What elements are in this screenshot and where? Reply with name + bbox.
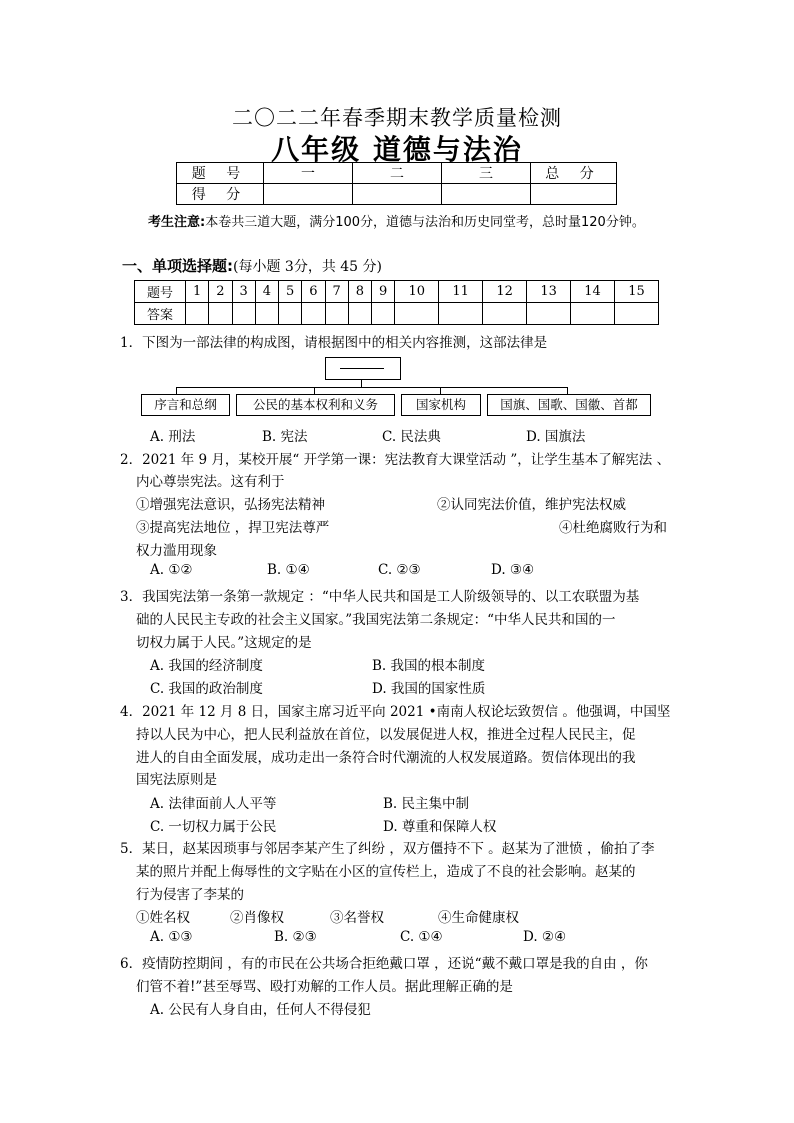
- answer-table: [134, 280, 659, 325]
- answer-number-1: 1: [186, 281, 209, 303]
- answer-number-13: 13: [527, 281, 571, 303]
- score-table-score-row: [177, 184, 617, 205]
- answer-cell-13[interactable]: [527, 303, 571, 325]
- q3-option-c[interactable]: C. 我国的政治制度: [150, 681, 263, 697]
- answer-number-5: 5: [279, 281, 302, 303]
- q1-diagram-drop-4: [567, 387, 568, 394]
- q4-option-c[interactable]: C. 一切权力属于公民: [150, 819, 277, 835]
- answer-cell-6[interactable]: [302, 303, 325, 325]
- score-header-section-1: 一: [264, 163, 353, 184]
- answer-number-3: 3: [232, 281, 255, 303]
- q2-option-c[interactable]: C. ②③: [378, 562, 421, 578]
- answer-number-12: 12: [483, 281, 527, 303]
- score-header-section-2: 二: [353, 163, 442, 184]
- q1-stem: 1．下图为一部法律的构成图，请根据图中的相关内容推测，这部法律是: [120, 335, 548, 351]
- answer-cell-3[interactable]: [232, 303, 255, 325]
- score-row-label: 得 分: [177, 184, 264, 205]
- q2-line-2: 内心尊崇宪法。这有利于: [136, 474, 285, 490]
- q1-option-b[interactable]: B. 宪法: [262, 429, 308, 445]
- q2-item-1: ①增强宪法意识，弘扬宪法精神: [136, 497, 325, 513]
- q5-item-2: ②肖像权: [230, 910, 284, 926]
- q4-option-b[interactable]: B. 民主集中制: [383, 796, 470, 812]
- q2-item-4: ④杜绝腐败行为和: [559, 520, 667, 536]
- q1-option-a[interactable]: A. 刑法: [150, 429, 196, 445]
- answer-cell-15[interactable]: [615, 303, 659, 325]
- q1-option-d[interactable]: D. 国旗法: [526, 429, 586, 445]
- q3-option-a[interactable]: A. 我国的经济制度: [150, 658, 263, 674]
- q2-line-1: 2．2021 年 9 月，某校开展“ 开学第一课：宪法教育大课堂活动 ”，让学生基本了解宪法 、: [120, 452, 671, 468]
- q6-line-2: 们管不着!”甚至辱骂、殴打劝解的工作人员。据此理解正确的是: [136, 979, 513, 995]
- q5-option-a[interactable]: A. ①③: [150, 929, 193, 945]
- q1-diagram-stem-line: [361, 379, 362, 387]
- score-cell-2[interactable]: [353, 184, 442, 205]
- exam-notice: [148, 211, 645, 230]
- q2-item-3: ③提高宪法地位 ，捍卫宪法尊严: [136, 520, 330, 536]
- q3-option-b[interactable]: B. 我国的根本制度: [372, 658, 486, 674]
- q1-diagram-drop-3: [440, 387, 441, 394]
- q3-option-d[interactable]: D. 我国的国家性质: [372, 681, 486, 697]
- q3-line-3: 切权力属于人民。”这规定的是: [136, 635, 312, 651]
- answer-number-15: 15: [615, 281, 659, 303]
- q5-item-1: ①姓名权: [136, 910, 190, 926]
- q1-diagram-drop-1: [176, 387, 177, 394]
- q2-option-a[interactable]: A. ①②: [150, 562, 193, 578]
- answer-number-7: 7: [325, 281, 348, 303]
- answer-table-number-row: [135, 281, 659, 303]
- notice-label: 考生注意:: [148, 215, 206, 230]
- answer-row-label: 答案: [135, 303, 186, 325]
- score-table-header-row: [177, 163, 617, 184]
- answer-cell-12[interactable]: [483, 303, 527, 325]
- q5-item-4: ④生命健康权: [438, 910, 519, 926]
- q1-diagram-root-blank: [340, 368, 384, 369]
- answer-number-2: 2: [209, 281, 232, 303]
- answer-cell-10[interactable]: [395, 303, 439, 325]
- q1-diagram-branch-line: [176, 387, 567, 388]
- answer-number-6: 6: [302, 281, 325, 303]
- section-1-title: 一、单项选择题:: [122, 257, 233, 275]
- q4-line-4: 国宪法原则是: [136, 772, 217, 788]
- q4-option-d[interactable]: D. 尊重和保障人权: [383, 819, 497, 835]
- answer-cell-7[interactable]: [325, 303, 348, 325]
- score-table: [176, 162, 617, 205]
- answer-number-10: 10: [395, 281, 439, 303]
- q1-option-c[interactable]: C. 民法典: [382, 429, 441, 445]
- answer-number-label: 题号: [135, 281, 186, 303]
- answer-number-9: 9: [372, 281, 395, 303]
- q4-line-3: 进人的自由全面发展，成功走出一条符合时代潮流的人权发展道路。贺信体现出的我: [136, 750, 636, 766]
- exam-title: 二〇二二年春季期末教学质量检测: [232, 106, 562, 130]
- q5-line-3: 行为侵害了李某的: [136, 887, 244, 903]
- q3-line-1: 3．我国宪法第一条第一款规定 ：“中华人民共和国是工人阶级领导的、以工农联盟为基: [120, 589, 640, 605]
- q5-item-3: ③名誉权: [330, 910, 384, 926]
- answer-number-11: 11: [439, 281, 483, 303]
- score-cell-3[interactable]: [442, 184, 531, 205]
- answer-cell-1[interactable]: [186, 303, 209, 325]
- answer-number-14: 14: [571, 281, 615, 303]
- answer-cell-2[interactable]: [209, 303, 232, 325]
- q6-option-a[interactable]: A. 公民有人身自由，任何人不得侵犯: [150, 1002, 371, 1018]
- section-1-note: (每小题 3分，共 45 分): [233, 259, 382, 275]
- q6-line-1: 6．疫情防控期间 ，有的市民在公共场合拒绝戴口罩 ，还说“戴不戴口罩是我的自由 ，你: [120, 956, 648, 972]
- answer-cell-9[interactable]: [372, 303, 395, 325]
- section-1-heading: [122, 255, 382, 276]
- answer-cell-4[interactable]: [255, 303, 278, 325]
- answer-table-answer-row: [135, 303, 659, 325]
- answer-number-4: 4: [255, 281, 278, 303]
- q4-line-2: 持以人民为中心，把人民利益放在首位，以发展促进人权，推进全过程人民民主，促: [136, 727, 636, 743]
- q5-option-c[interactable]: C. ①④: [400, 929, 443, 945]
- answer-number-8: 8: [348, 281, 371, 303]
- q2-item-4-continued: 权力滥用现象: [136, 543, 217, 559]
- q4-line-1: 4．2021 年 12 月 8 日，国家主席习近平向 2021 •南南人权论坛致贺信 。他强调，中国坚: [120, 704, 671, 720]
- score-cell-total[interactable]: [531, 184, 617, 205]
- subject-title: 八年级 道德与法治: [271, 133, 523, 166]
- q2-option-d[interactable]: D. ③④: [491, 562, 535, 578]
- answer-cell-5[interactable]: [279, 303, 302, 325]
- q5-line-1: 5．某日，赵某因琐事与邻居李某产生了纠纷 ，双方僵持不下 。赵某为了泄愤 ，偷拍了李: [120, 841, 655, 857]
- q1-diagram-box-preamble: 序言和总纲: [141, 394, 230, 416]
- q3-line-2: 础的人民民主专政的社会主义国家。”我国宪法第二条规定：“中华人民共和国的一: [136, 612, 616, 628]
- score-header-total: 总 分: [531, 163, 617, 184]
- q5-option-b[interactable]: B. ②③: [274, 929, 317, 945]
- notice-text: 本卷共三道大题，满分100分，道德与法治和历史同堂考，总时量120分钟。: [205, 215, 645, 230]
- score-header-label: 题 号: [177, 163, 264, 184]
- q2-item-2: ②认同宪法价值，维护宪法权威: [437, 497, 626, 513]
- score-cell-1[interactable]: [264, 184, 353, 205]
- answer-cell-8[interactable]: [348, 303, 371, 325]
- q5-option-d[interactable]: D. ②④: [523, 929, 567, 945]
- answer-cell-14[interactable]: [571, 303, 615, 325]
- q5-line-2: 某的照片并配上侮辱性的文字贴在小区的宣传栏上，造成了不良的社会影响。赵某的: [136, 864, 636, 880]
- answer-cell-11[interactable]: [439, 303, 483, 325]
- q2-option-b[interactable]: B. ①④: [267, 562, 310, 578]
- q1-diagram-box-rights: 公民的基本权利和义务: [236, 394, 395, 416]
- score-header-section-3: 三: [442, 163, 531, 184]
- q1-diagram-box-symbols: 国旗、国歌、国徽、首都: [487, 394, 651, 416]
- q1-diagram-box-state-organs: 国家机构: [401, 394, 481, 416]
- q1-diagram-drop-2: [314, 387, 315, 394]
- q4-option-a[interactable]: A. 法律面前人人平等: [150, 796, 277, 812]
